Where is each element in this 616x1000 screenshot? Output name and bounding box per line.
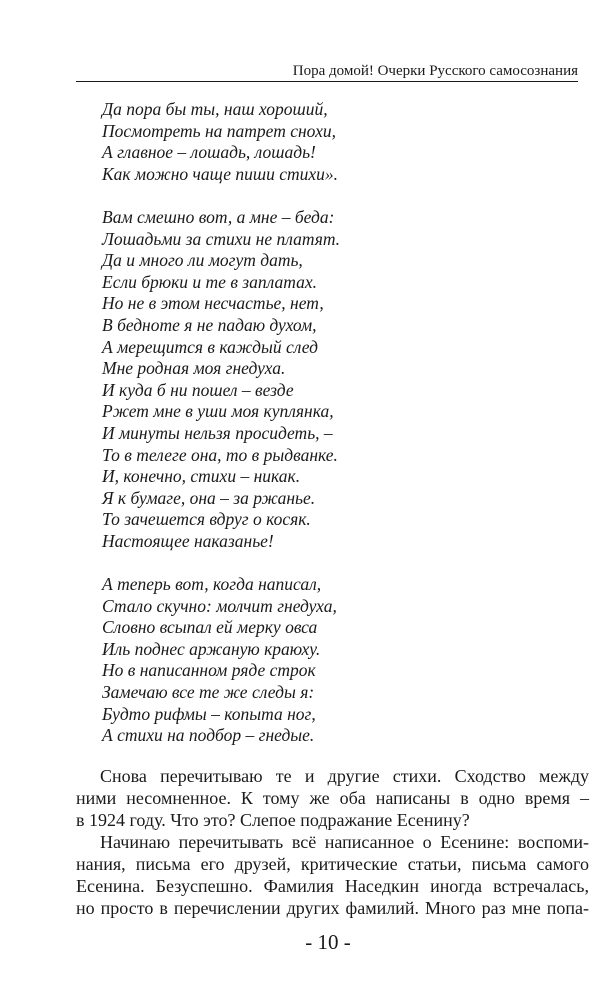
- verse-line: А мерещится в каждый след: [102, 336, 318, 357]
- verse-line: В бедноте я не падаю духом,: [102, 314, 317, 335]
- verse-line: Замечаю все те же следы я:: [102, 682, 315, 703]
- header-rule: [76, 81, 578, 82]
- verse-line: И, конечно, стихи – никак.: [102, 466, 301, 487]
- verse-line: Словно всыпал ей мерку овса: [102, 617, 318, 638]
- verse-line: А стихи на подбор – гнедые.: [102, 725, 315, 746]
- verse-line: Да и много ли могут дать,: [102, 250, 303, 271]
- verse-line: Но не в этом несчастье, нет,: [102, 293, 324, 314]
- verse-line: Мне родная моя гнедуха.: [102, 358, 286, 379]
- verse-line: Но в написанном ряде строк: [102, 660, 316, 681]
- poem-stanza: [102, 207, 340, 553]
- prose-line: в 1924 году. Что это? Слепое подражание Есенину?: [76, 809, 470, 830]
- prose-line: Снова перечитываю те и другие стихи. Сходство между: [100, 766, 589, 786]
- verse-line: То в телеге она, то в рыдванке.: [102, 444, 338, 465]
- poem-block: [102, 99, 340, 747]
- verse-line: Настоящее наказанье!: [102, 530, 274, 551]
- verse-line: Я к бумаге, она – за ржанье.: [102, 487, 316, 508]
- verse-line: Посмотреть на патрет снохи,: [102, 120, 336, 141]
- verse-line: А главное – лошадь, лошадь!: [102, 142, 316, 163]
- verse-line: Если брюки и те в заплатах.: [102, 271, 317, 292]
- verse-line: И минуты нельзя просидеть, –: [102, 422, 333, 443]
- verse-line: И куда б ни пошел – везде: [102, 379, 294, 400]
- prose-paragraph: [76, 832, 589, 919]
- prose-line: Начинаю перечитывать всё написанное о Есенине: воспоми-: [100, 832, 589, 853]
- running-head-title: Пора домой! Очерки Русского самосознания: [292, 63, 578, 79]
- poem-stanza: [102, 99, 340, 185]
- verse-line: Будто рифмы – копыта ног,: [102, 703, 316, 724]
- prose-line: Есенина. Безуспешно. Фамилия Наседкин иногда встречалась,: [76, 875, 589, 896]
- prose-line: нания, письма его друзей, критические статьи, письма самого: [76, 854, 589, 875]
- prose-line: ними несомненное. К тому же оба написаны в одно время –: [76, 787, 589, 808]
- verse-line: Иль поднес аржаную краюху.: [102, 638, 321, 659]
- verse-line: Как можно чаще пиши стихи».: [102, 163, 339, 184]
- prose-paragraph: [76, 766, 589, 831]
- verse-line: Вам смешно вот, а мне – беда:: [102, 206, 335, 227]
- prose-block: [76, 766, 589, 920]
- prose-line: но просто в перечислении других фамилий. Много раз мне попа-: [76, 897, 589, 918]
- verse-line: Да пора бы ты, наш хороший,: [102, 99, 328, 119]
- page-number: - 10 -: [305, 930, 351, 954]
- verse-line: А теперь вот, когда написал,: [102, 574, 322, 595]
- poem-stanza: [102, 574, 340, 747]
- verse-line: То зачешется вдруг о косяк.: [102, 509, 311, 530]
- verse-line: Лошадьми за стихи не платят.: [102, 228, 341, 249]
- verse-line: Ржет мне в уши моя куплянка,: [102, 401, 334, 422]
- verse-line: Стало скучно: молчит гнедуха,: [102, 595, 337, 616]
